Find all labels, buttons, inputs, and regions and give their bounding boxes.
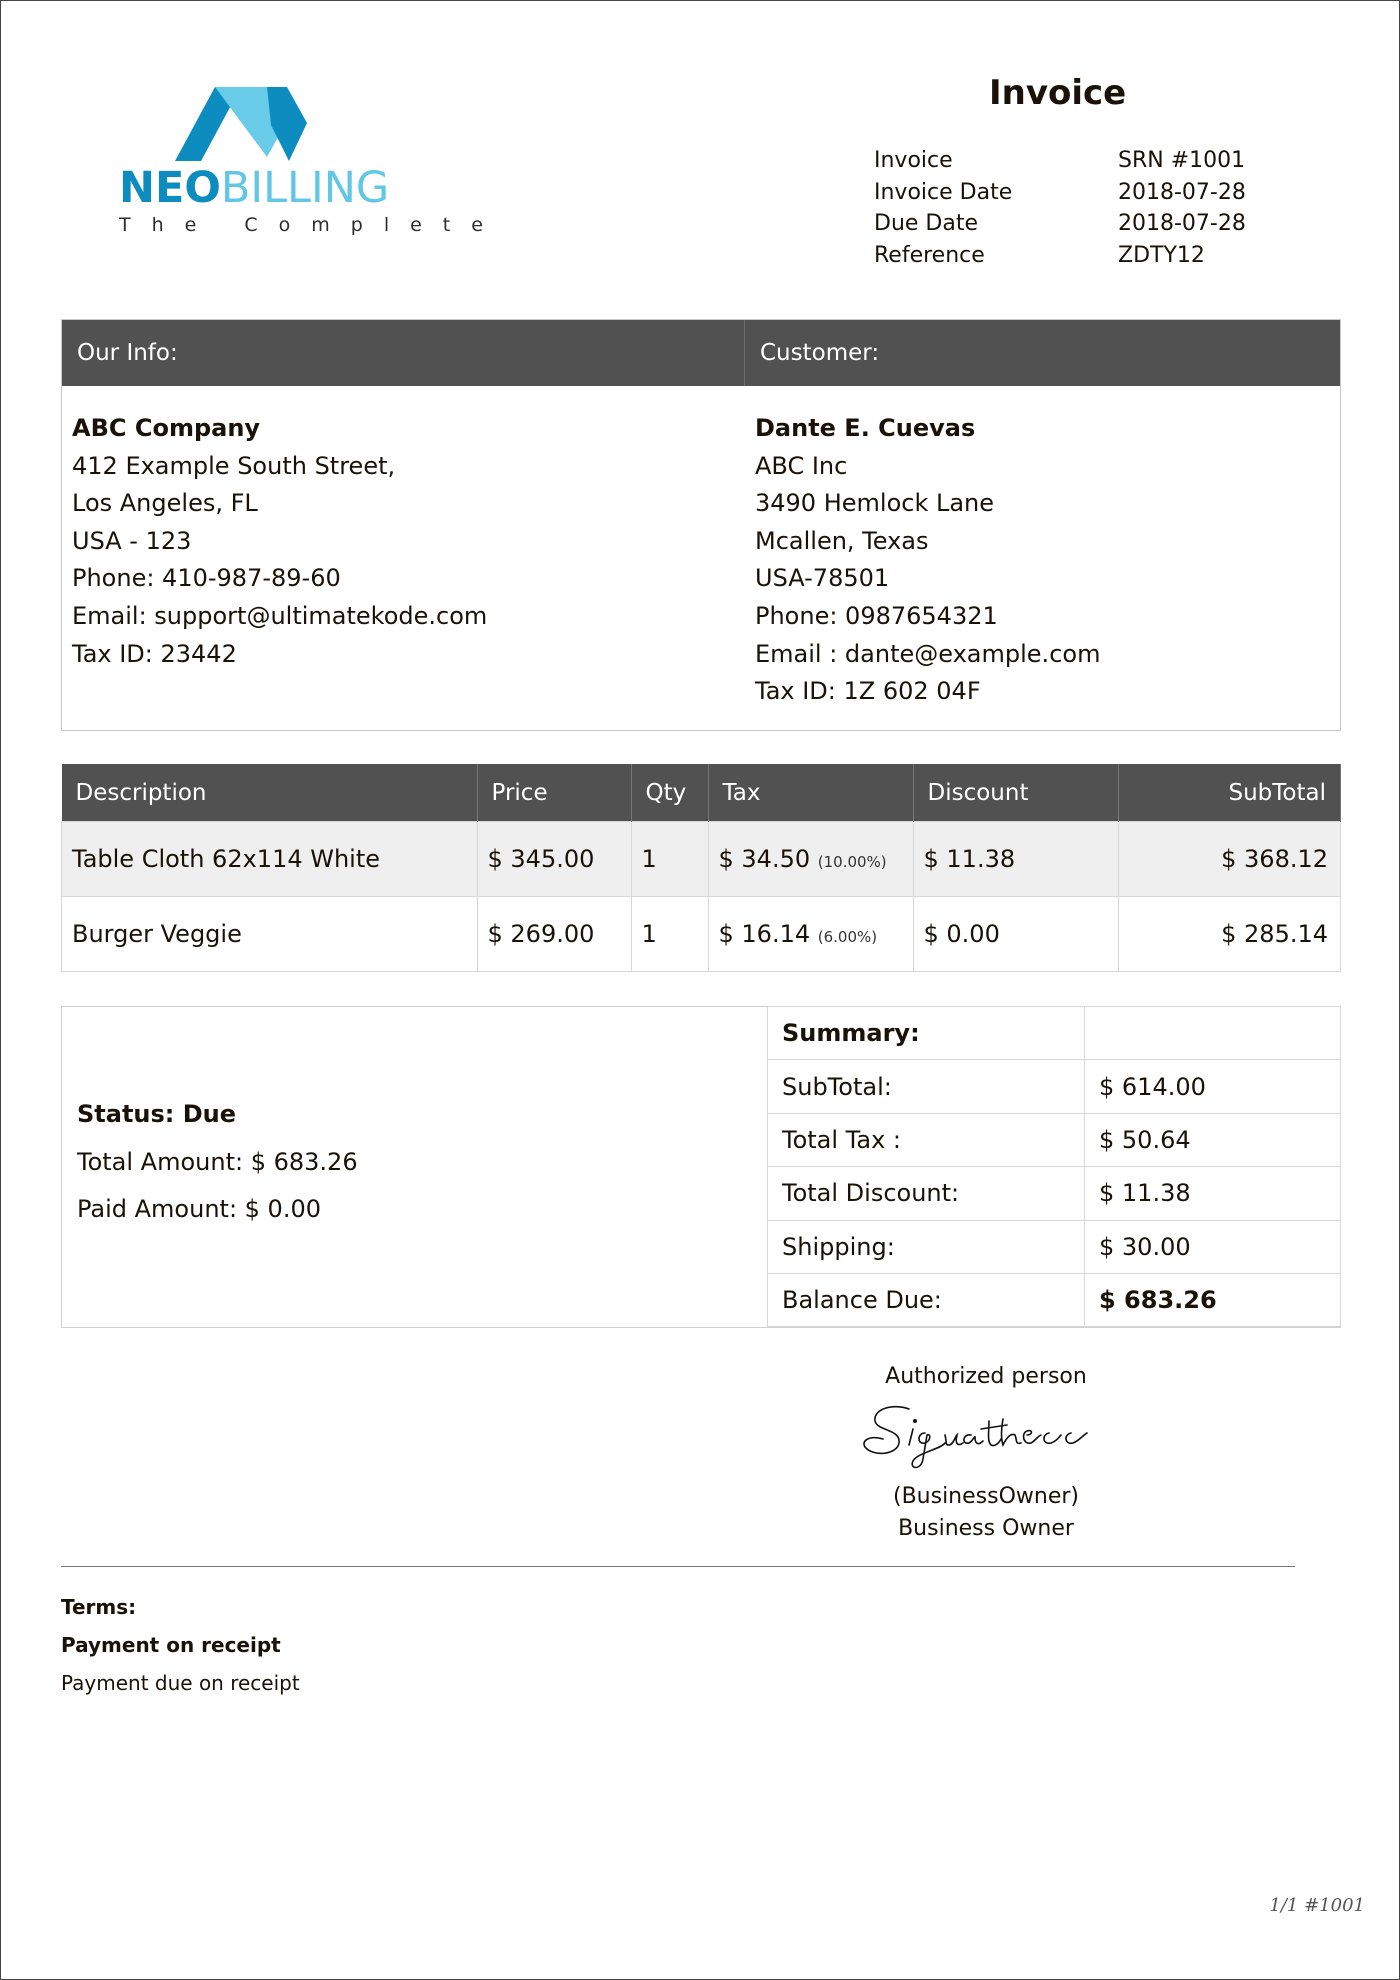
invoice-title: Invoice [989,73,1127,113]
tax-amount: $ 34.50 [718,845,811,873]
logo-mark-icon [175,85,345,165]
summary-value: $ 11.38 [1085,1167,1341,1220]
item-description: Table Cloth 62x114 White [62,822,478,897]
item-subtotal: $ 368.12 [1118,822,1341,897]
item-tax [708,897,913,972]
summary-label: Shipping: [768,1220,1085,1273]
terms-section [61,1588,300,1702]
col-tax: Tax [708,764,913,822]
tax-amount: $ 16.14 [718,920,811,948]
meta-label: Reference [874,242,985,268]
balance-due-value: $ 683.26 [1085,1273,1341,1326]
col-qty: Qty [631,764,708,822]
item-tax [708,822,913,897]
customer-info-line: Tax ID: 1Z 602 04F [755,677,981,706]
company-name: ABC Company [72,414,261,442]
item-discount: $ 0.00 [913,897,1118,972]
meta-row [874,145,1274,177]
customer-name: Dante E. Cuevas [755,414,976,442]
table-row [62,822,1341,897]
our-info-line: Los Angeles, FL [72,489,258,518]
meta-value: 2018-07-28 [1118,211,1246,236]
our-info-line: Tax ID: 23442 [72,639,237,668]
summary-label: Total Tax : [768,1113,1085,1166]
logo-wordmark: NEOBILLING [119,163,390,213]
col-description: Description [62,764,478,822]
customer-info-line: USA-78501 [755,564,890,593]
col-discount: Discount [913,764,1118,822]
meta-label: Invoice Date [874,179,1013,205]
logo-tagline: The Complete [119,214,504,236]
summary-value: $ 614.00 [1085,1060,1341,1113]
signer-role: (BusinessOwner) [892,1484,1079,1509]
customer-info-line: 3490 Hemlock Lane [755,489,995,518]
customer-info-line: ABC Inc [755,451,848,480]
page-number: 1/1 #1001 [1269,1895,1365,1916]
handwritten-signature [861,1399,1111,1477]
our-info-line: USA - 123 [72,526,192,555]
summary-table [767,1006,1341,1327]
customer-header: Customer: [760,340,880,366]
meta-row [874,208,1274,240]
our-info-line: 412 Example South Street, [72,451,396,480]
status-label: Status: Due [77,1100,237,1128]
totals-box [61,1006,1341,1328]
tax-rate: (6.00%) [817,928,878,946]
signature-caption: Authorized person [885,1364,1087,1389]
invoice-meta [874,145,1274,271]
meta-row [874,240,1274,272]
summary-row [768,1060,1341,1113]
item-price: $ 345.00 [477,822,631,897]
terms-title: Payment on receipt [61,1633,281,1657]
customer-info-line: Phone: 0987654321 [755,601,998,630]
summary-row [768,1220,1341,1273]
item-qty: 1 [631,822,708,897]
customer-info-line: Email : dante@example.com [755,639,1101,668]
summary-empty-cell [1085,1007,1341,1060]
terms-label: Terms: [61,1595,137,1619]
item-description: Burger Veggie [62,897,478,972]
our-info-header: Our Info: [62,320,745,386]
our-info-line: Phone: 410-987-89-60 [72,564,341,593]
meta-row [874,177,1274,209]
item-qty: 1 [631,897,708,972]
col-subtotal: SubTotal [1118,764,1341,822]
summary-row [768,1113,1341,1166]
total-amount: Total Amount: $ 683.26 [77,1148,358,1176]
tax-rate: (10.00%) [817,853,887,871]
summary-value: $ 30.00 [1085,1220,1341,1273]
parties-info-box [61,319,1341,731]
summary-title-row [768,1007,1341,1060]
parties-header [62,320,1340,386]
summary-title: Summary: [768,1007,1085,1060]
meta-label: Invoice [874,148,953,173]
parties-body [62,386,1340,711]
table-header-row [62,764,1341,822]
line-items-table [61,764,1341,972]
summary-label: SubTotal: [768,1060,1085,1113]
meta-value: 2018-07-28 [1118,179,1246,205]
our-info [62,410,745,711]
col-price: Price [477,764,631,822]
payment-status [77,1089,358,1233]
customer-info-line: Mcallen, Texas [755,526,929,555]
item-discount: $ 11.38 [913,822,1118,897]
table-row [62,897,1341,972]
summary-label: Balance Due: [768,1273,1085,1326]
summary-label: Total Discount: [768,1167,1085,1220]
paid-amount: Paid Amount: $ 0.00 [77,1195,321,1223]
neobilling-logo [119,85,504,245]
terms-text: Payment due on receipt [61,1671,300,1695]
item-subtotal: $ 285.14 [1118,897,1341,972]
signer-name: Business Owner [898,1516,1074,1541]
summary-row [768,1273,1341,1326]
summary-row [768,1167,1341,1220]
customer-info [745,410,1100,711]
meta-value: ZDTY12 [1118,242,1205,268]
item-price: $ 269.00 [477,897,631,972]
signature-block [861,1361,1111,1545]
divider [61,1566,1295,1567]
summary-value: $ 50.64 [1085,1113,1341,1166]
meta-label: Due Date [874,211,978,236]
our-info-line: Email: support@ultimatekode.com [72,601,488,630]
meta-value: SRN #1001 [1118,148,1246,173]
